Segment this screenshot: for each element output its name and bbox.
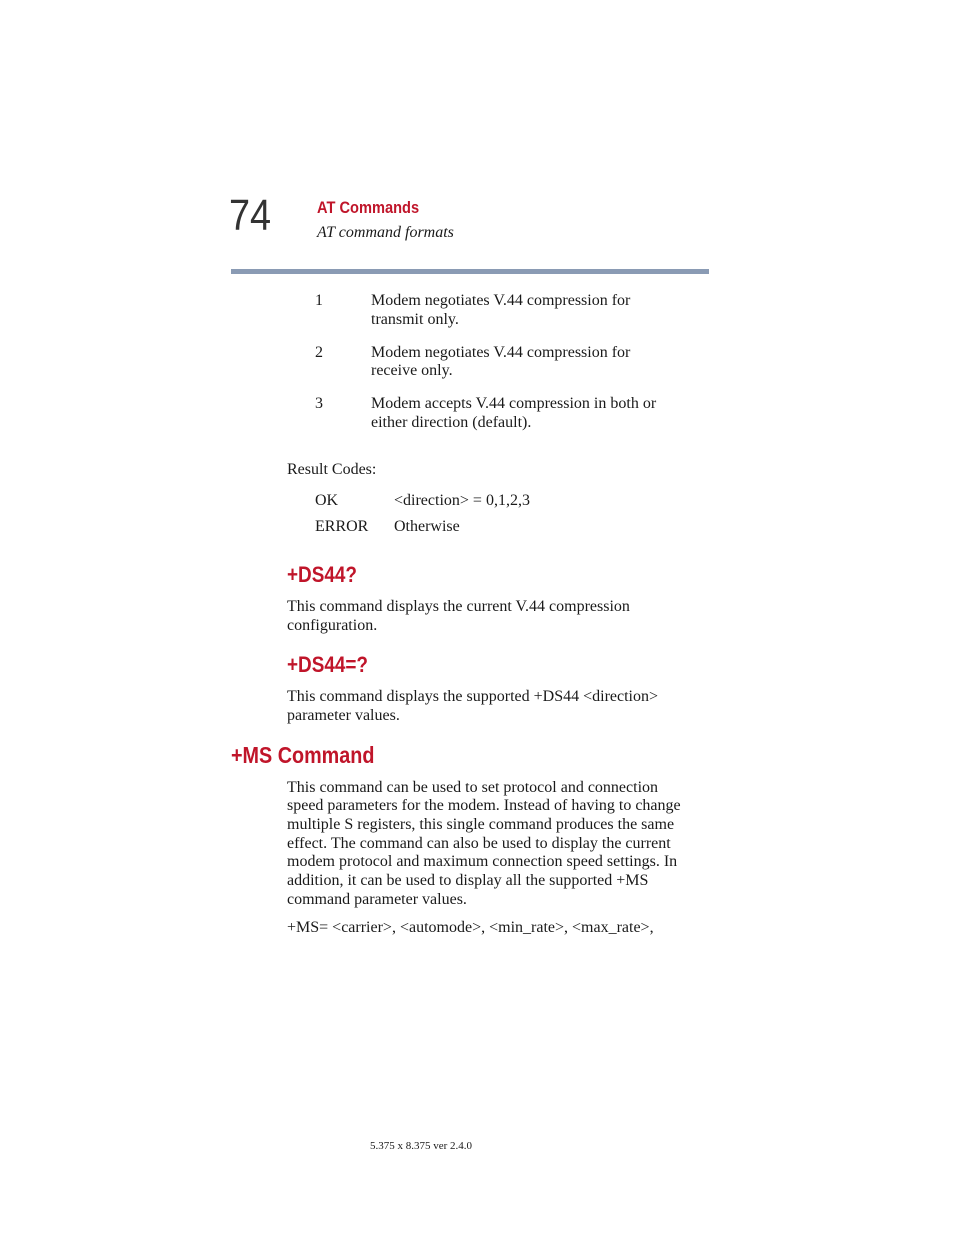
direction-value: 3: [315, 395, 323, 412]
page-footer: 5.375 x 8.375 ver 2.4.0: [370, 1140, 473, 1152]
ms-command-body: modem protocol and maximum connection speed settings. In: [287, 853, 678, 870]
page-number: 74: [229, 191, 272, 240]
direction-description: Modem negotiates V.44 compression for: [371, 292, 631, 309]
ds44-query-body: This command displays the current V.44 compression: [287, 598, 630, 615]
direction-value: 1: [315, 292, 323, 309]
result-code-meaning: <direction> = 0,1,2,3: [394, 492, 530, 509]
ms-command-body: multiple S registers, this single command produces the same: [287, 816, 675, 833]
direction-description: Modem accepts V.44 compression in both or: [371, 395, 657, 412]
ms-command-heading: +MS Command: [231, 742, 375, 768]
result-code-meaning: Otherwise: [394, 518, 460, 535]
direction-description: Modem negotiates V.44 compression for: [371, 344, 631, 361]
result-codes-label: Result Codes:: [287, 461, 377, 478]
direction-description: transmit only.: [371, 311, 459, 328]
direction-value: 2: [315, 344, 323, 361]
ds44-query-heading: +DS44?: [287, 562, 357, 587]
ms-command-body: This command can be used to set protocol and connection: [287, 779, 659, 796]
ms-command-body: addition, it can be used to display all the supported +MS: [287, 872, 649, 889]
result-code: ERROR: [315, 518, 369, 535]
ms-command-syntax: +MS= <carrier>, <automode>, <min_rate>, <max_rate>,: [287, 919, 654, 936]
chapter-title: AT Commands: [317, 198, 420, 217]
ms-command-body: effect. The command can also be used to display the current: [287, 835, 671, 852]
ds44-test-heading: +DS44=?: [287, 652, 368, 677]
direction-description: either direction (default).: [371, 414, 532, 431]
ds44-test-body: parameter values.: [287, 707, 400, 724]
section-subtitle: AT command formats: [317, 224, 454, 241]
ds44-test-body: This command displays the supported +DS44 <direction>: [287, 688, 659, 705]
ds44-query-body: configuration.: [287, 617, 378, 634]
direction-description: receive only.: [371, 362, 453, 379]
ms-command-body: speed parameters for the modem. Instead of having to change: [287, 797, 681, 814]
ms-command-body: command parameter values.: [287, 891, 467, 908]
result-code: OK: [315, 492, 339, 509]
header-rule: [231, 269, 709, 274]
